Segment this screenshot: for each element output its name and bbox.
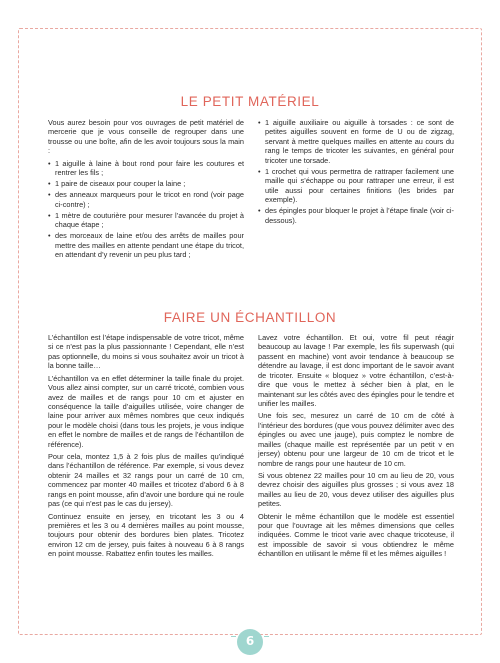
- list-item: • des anneaux marqueurs pour le tricot en rond (voir page ci-contre) ;: [48, 190, 244, 209]
- paragraph: L’échantillon est l’étape indispensable de votre tricot, même si ce n’est pas la plus passionnante ! Cependant, elle n’est pas optionnelle, du moins si vous souhaitez avoir un tricot à la bonne taille…: [48, 333, 244, 371]
- list-item: • 1 mètre de couturière pour mesurer l’avancée du projet à chaque étape ;: [48, 211, 244, 230]
- paragraph: Si vous obtenez 22 mailles pour 10 cm au lieu de 20, vous devrez choisir des aiguilles plus grosses ; si vous avez 18 mailles au lieu de 20, vous devez utiliser des aiguilles plus petites.: [258, 470, 454, 509]
- paragraph: Pour cela, montez 1,5 à 2 fois plus de mailles qu’indiqué dans l’échantillon de référence. Par exemple, si vous devez obtenir 24 mailles et 32 rangs pour un carré de 10 cm, commencez par monter 40 mailles et tricotez d’abord 6 à 8 rangs en point mousse, afin d’avoir une bordure qui ne roule pas (ce qui n’est pas le cas du jersey).: [48, 452, 244, 509]
- list-item: • 1 aiguille auxiliaire ou aiguille à torsades : ce sont de petites aiguilles souvent en forme de U ou de zigzag, servant à mettre quelques mailles en attente au cours du rang le temps de tricoter les suivantes, en général pour tricoter une torsade.: [258, 118, 454, 165]
- list-item: • 1 paire de ciseaux pour couper la laine ;: [48, 179, 244, 188]
- paragraph: Continuez ensuite en jersey, en tricotant les 3 ou 4 premières et les 3 ou 4 dernières mailles au point mousse, toujours pour obtenir des bordures bien plates. Tricotez environ 12 cm de jersey, puis faites à nouveau 6 à 8 rangs en point mousse. Rabattez enfin toutes les mailles.: [48, 511, 244, 559]
- paragraph: L’échantillon va en effet déterminer la taille finale du projet. Vous allez ainsi compter, sur un carré tricoté, combien vous avez de mailles et de rangs pour 10 cm et ajuster en conséquence la taille d’aiguilles utilisée, voire changer de laine pour arriver aux mêmes nombres que ceux indiqués pour le modèle choisi (dans tous les projets, je vous indique en effet le nombre de mailles et de rangs de l’échantillon de référence).: [48, 373, 244, 449]
- echantillon-left-column: [48, 333, 244, 562]
- list-item: • des morceaux de laine et/ou des arrêts de mailles pour mettre des mailles en attente pendant une étape du tricot, en attendant d’y revenir un peu plus tard ;: [48, 231, 244, 259]
- materiel-list-right: [258, 118, 454, 225]
- list-item: • 1 crochet qui vous permettra de rattraper facilement une maille qui s’échappe ou pour rattraper une erreur, il est utile aussi pour certaines finitions (les brides par exemple).: [258, 167, 454, 205]
- materiel-list-left: [48, 159, 244, 260]
- page-number-badge: [233, 627, 267, 657]
- paragraph: Obtenir le même échantillon que le modèle est essentiel pour que l’ouvrage ait les mêmes dimensions que celles indiquées. Comme le tricot varie avec chaque tricoteuse, il est impossible de savoir si vous obtiendrez le même échantillon en utilisant le même fil et les mêmes aiguilles !: [258, 511, 454, 559]
- page-number: 6: [245, 634, 255, 648]
- materiel-intro: Vous aurez besoin pour vos ouvrages de petit matériel de mercerie que je vous conseille de regrouper dans une trousse ou une boîte, afin de les avoir toujours sous la main :: [48, 118, 244, 156]
- list-item: • 1 aiguille à laine à bout rond pour faire les coutures et rentrer les fils ;: [48, 159, 244, 178]
- list-item: • des épingles pour bloquer le projet à l’étape finale (voir ci-dessous).: [258, 206, 454, 225]
- section-title-petit-materiel: LE PETIT MATÉRIEL: [180, 94, 320, 109]
- echantillon-right-column: [258, 333, 454, 562]
- paragraph: Lavez votre échantillon. Et oui, votre fil peut réagir beaucoup au lavage ! Par exemple, les fils superwash (qui passent en machine) vont avoir tendance à beaucoup se détendre au lavage, il est donc important de le savoir avant de tricoter. Ensuite « bloquez » votre échantillon, c’est-à-dire que vous le mettez à sécher bien à plat, en le maintenant sur les côtés avec des épingles pour le tendre et unifier les mailles.: [258, 333, 454, 409]
- materiel-right-column: [258, 118, 454, 227]
- materiel-left-column: [48, 118, 244, 261]
- section-title-echantillon: FAIRE UN ÉCHANTILLON: [163, 310, 337, 325]
- paragraph: Une fois sec, mesurez un carré de 10 cm de côté à l’intérieur des bordures (que vous pouvez délimiter avec des épingles ou avec une jauge), puis comptez le nombre de mailles (chaque maille est représentée par un petit v en jersey) obtenu pour une largeur de 10 cm de tricot et le nombre de rangs pour une hauteur de 10 cm.: [258, 411, 454, 468]
